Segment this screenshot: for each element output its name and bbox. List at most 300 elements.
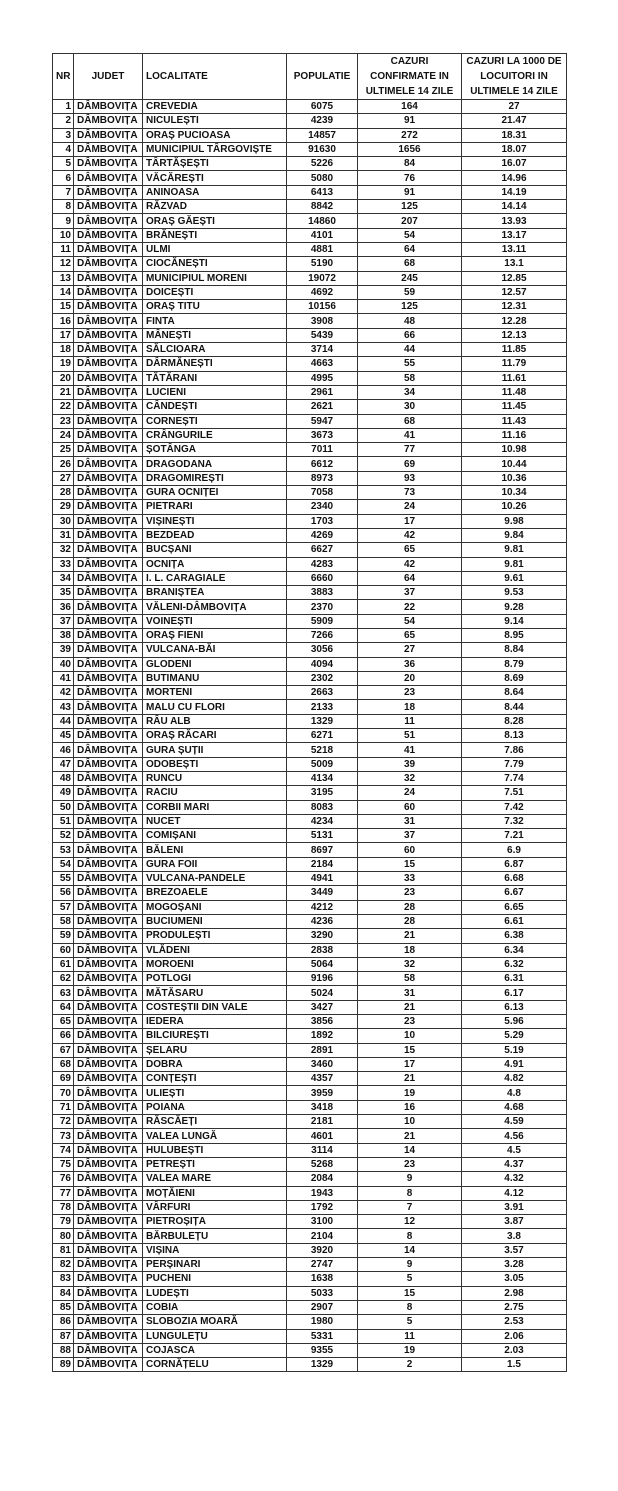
cell-rata: 9.98 xyxy=(462,514,567,528)
cell-localitate: MOROENI xyxy=(143,957,287,971)
cell-rata: 11.16 xyxy=(462,428,567,442)
cell-cazuri: 10 xyxy=(358,1115,462,1129)
cell-nr: 67 xyxy=(53,1043,74,1057)
cell-judet: DÂMBOVIȚA xyxy=(74,1057,143,1071)
cell-rata: 4.82 xyxy=(462,1072,567,1086)
table-row xyxy=(53,128,567,142)
cell-localitate: VALEA MARE xyxy=(143,1172,287,1186)
cell-cazuri: 48 xyxy=(358,314,462,328)
cell-rata: 8.79 xyxy=(462,657,567,671)
cell-rata: 13.11 xyxy=(462,242,567,256)
cell-localitate: PUCHENI xyxy=(143,1272,287,1286)
cell-populatie: 9196 xyxy=(287,972,358,986)
cell-populatie: 5331 xyxy=(287,1329,358,1343)
cell-nr: 32 xyxy=(53,543,74,557)
cell-populatie: 2838 xyxy=(287,943,358,957)
cell-localitate: MALU CU FLORI xyxy=(143,700,287,714)
table-row xyxy=(53,1329,567,1343)
table-row xyxy=(53,1286,567,1300)
table-row xyxy=(53,957,567,971)
cases-table-sheet xyxy=(52,53,566,1372)
table-row xyxy=(53,729,567,743)
cell-judet: DÂMBOVIȚA xyxy=(74,1343,143,1357)
cell-localitate: VĂLENI-DÂMBOVIȚA xyxy=(143,600,287,614)
cell-cazuri: 51 xyxy=(358,729,462,743)
cell-populatie: 3114 xyxy=(287,1143,358,1157)
cell-judet: DÂMBOVIȚA xyxy=(74,557,143,571)
cell-judet: DÂMBOVIȚA xyxy=(74,1243,143,1257)
cell-populatie: 1943 xyxy=(287,1186,358,1200)
cell-cazuri: 33 xyxy=(358,872,462,886)
cell-rata: 8.13 xyxy=(462,729,567,743)
cell-judet: DÂMBOVIȚA xyxy=(74,385,143,399)
cell-cazuri: 21 xyxy=(358,1072,462,1086)
cell-judet: DÂMBOVIȚA xyxy=(74,1115,143,1129)
cell-cazuri: 36 xyxy=(358,657,462,671)
cell-populatie: 2340 xyxy=(287,500,358,514)
table-row xyxy=(53,843,567,857)
cell-rata: 2.75 xyxy=(462,1300,567,1314)
cell-rata: 11.43 xyxy=(462,414,567,428)
cell-rata: 21.47 xyxy=(462,114,567,128)
cell-rata: 2.03 xyxy=(462,1343,567,1357)
cell-cazuri: 17 xyxy=(358,514,462,528)
cell-rata: 6.17 xyxy=(462,986,567,1000)
cell-cazuri: 125 xyxy=(358,200,462,214)
cell-rata: 18.31 xyxy=(462,128,567,142)
cell-nr: 52 xyxy=(53,829,74,843)
cell-populatie: 5947 xyxy=(287,414,358,428)
cell-cazuri: 42 xyxy=(358,528,462,542)
cell-nr: 14 xyxy=(53,285,74,299)
table-row xyxy=(53,1172,567,1186)
cell-localitate: VALEA LUNGĂ xyxy=(143,1129,287,1143)
table-row xyxy=(53,1000,567,1014)
cell-rata: 6.9 xyxy=(462,843,567,857)
cell-judet: DÂMBOVIȚA xyxy=(74,486,143,500)
cell-cazuri: 23 xyxy=(358,686,462,700)
cell-localitate: FINTA xyxy=(143,314,287,328)
cell-judet: DÂMBOVIȚA xyxy=(74,1072,143,1086)
cell-cazuri: 58 xyxy=(358,371,462,385)
cell-rata: 8.69 xyxy=(462,671,567,685)
cell-rata: 9.81 xyxy=(462,543,567,557)
cell-nr: 35 xyxy=(53,586,74,600)
cell-judet: DÂMBOVIȚA xyxy=(74,729,143,743)
cell-cazuri: 5 xyxy=(358,1315,462,1329)
cell-cazuri: 37 xyxy=(358,586,462,600)
cell-cazuri: 68 xyxy=(358,257,462,271)
cell-populatie: 3714 xyxy=(287,343,358,357)
table-row xyxy=(53,1015,567,1029)
cell-populatie: 4692 xyxy=(287,285,358,299)
cell-localitate: NICULEȘTI xyxy=(143,114,287,128)
cell-localitate: RĂZVAD xyxy=(143,200,287,214)
cell-cazuri: 16 xyxy=(358,1100,462,1114)
table-row xyxy=(53,786,567,800)
cell-rata: 14.19 xyxy=(462,185,567,199)
cell-localitate: ORAȘ TITU xyxy=(143,300,287,314)
cell-localitate: CIOCĂNEȘTI xyxy=(143,257,287,271)
cell-localitate: PETREȘTI xyxy=(143,1157,287,1171)
cell-judet: DÂMBOVIȚA xyxy=(74,914,143,928)
cell-cazuri: 21 xyxy=(358,1000,462,1014)
cell-populatie: 4995 xyxy=(287,371,358,385)
table-row xyxy=(53,171,567,185)
cell-nr: 33 xyxy=(53,557,74,571)
cell-nr: 22 xyxy=(53,400,74,414)
table-row xyxy=(53,714,567,728)
table-row xyxy=(53,400,567,414)
table-row xyxy=(53,1129,567,1143)
cell-nr: 46 xyxy=(53,743,74,757)
cell-populatie: 4283 xyxy=(287,557,358,571)
cell-populatie: 5190 xyxy=(287,257,358,271)
cell-cazuri: 60 xyxy=(358,843,462,857)
cell-cazuri: 32 xyxy=(358,771,462,785)
cell-localitate: ORAȘ GĂEȘTI xyxy=(143,214,287,228)
cell-judet: DÂMBOVIȚA xyxy=(74,628,143,642)
cell-localitate: BILCIUREȘTI xyxy=(143,1029,287,1043)
table-row xyxy=(53,486,567,500)
table-row xyxy=(53,671,567,685)
table-row xyxy=(53,757,567,771)
cell-judet: DÂMBOVIȚA xyxy=(74,657,143,671)
cell-localitate: DOICEȘTI xyxy=(143,285,287,299)
cell-cazuri: 34 xyxy=(358,385,462,399)
cell-populatie: 3427 xyxy=(287,1000,358,1014)
cell-populatie: 5131 xyxy=(287,829,358,843)
cell-cazuri: 31 xyxy=(358,986,462,1000)
cell-nr: 54 xyxy=(53,857,74,871)
cell-rata: 8.84 xyxy=(462,643,567,657)
cell-rata: 7.86 xyxy=(462,743,567,757)
cell-nr: 16 xyxy=(53,314,74,328)
cell-populatie: 6627 xyxy=(287,543,358,557)
cell-cazuri: 64 xyxy=(358,571,462,585)
cell-cazuri: 164 xyxy=(358,100,462,114)
cell-localitate: PRODULEȘTI xyxy=(143,929,287,943)
cell-judet: DÂMBOVIȚA xyxy=(74,957,143,971)
table-row xyxy=(53,600,567,614)
table-row xyxy=(53,1186,567,1200)
table-row xyxy=(53,700,567,714)
cell-rata: 6.68 xyxy=(462,872,567,886)
cell-rata: 6.32 xyxy=(462,957,567,971)
cell-nr: 85 xyxy=(53,1300,74,1314)
table-row xyxy=(53,972,567,986)
cell-populatie: 3195 xyxy=(287,786,358,800)
cell-cazuri: 11 xyxy=(358,714,462,728)
cell-nr: 60 xyxy=(53,943,74,957)
cell-populatie: 8973 xyxy=(287,471,358,485)
cell-cazuri: 65 xyxy=(358,628,462,642)
cell-nr: 57 xyxy=(53,900,74,914)
cell-nr: 43 xyxy=(53,700,74,714)
cell-populatie: 1792 xyxy=(287,1200,358,1214)
cell-localitate: PIETROȘIȚA xyxy=(143,1215,287,1229)
cell-populatie: 1703 xyxy=(287,514,358,528)
cell-rata: 12.31 xyxy=(462,300,567,314)
cell-judet: DÂMBOVIȚA xyxy=(74,343,143,357)
cell-nr: 34 xyxy=(53,571,74,585)
cell-populatie: 4601 xyxy=(287,1129,358,1143)
cell-cazuri: 91 xyxy=(358,185,462,199)
cell-rata: 14.14 xyxy=(462,200,567,214)
cell-nr: 48 xyxy=(53,771,74,785)
cell-rata: 6.13 xyxy=(462,1000,567,1014)
table-row xyxy=(53,1143,567,1157)
cell-localitate: SLOBOZIA MOARĂ xyxy=(143,1315,287,1329)
cell-rata: 10.26 xyxy=(462,500,567,514)
cell-cazuri: 14 xyxy=(358,1243,462,1257)
cell-localitate: BĂRBULEȚU xyxy=(143,1229,287,1243)
table-row xyxy=(53,800,567,814)
table-row xyxy=(53,314,567,328)
cell-nr: 75 xyxy=(53,1157,74,1171)
cell-judet: DÂMBOVIȚA xyxy=(74,257,143,271)
cell-rata: 2.98 xyxy=(462,1286,567,1300)
cell-judet: DÂMBOVIȚA xyxy=(74,1100,143,1114)
cell-localitate: COSTEȘTII DIN VALE xyxy=(143,1000,287,1014)
cell-judet: DÂMBOVIȚA xyxy=(74,1329,143,1343)
cell-localitate: BĂLENI xyxy=(143,843,287,857)
table-row xyxy=(53,1358,567,1372)
cell-judet: DÂMBOVIȚA xyxy=(74,1315,143,1329)
cell-nr: 76 xyxy=(53,1172,74,1186)
cell-cazuri: 125 xyxy=(358,300,462,314)
cell-nr: 36 xyxy=(53,600,74,614)
cell-rata: 7.42 xyxy=(462,800,567,814)
cell-judet: DÂMBOVIȚA xyxy=(74,428,143,442)
table-row xyxy=(53,214,567,228)
cell-judet: DÂMBOVIȚA xyxy=(74,171,143,185)
cell-rata: 10.36 xyxy=(462,471,567,485)
cell-judet: DÂMBOVIȚA xyxy=(74,700,143,714)
cell-cazuri: 12 xyxy=(358,1215,462,1229)
cell-cazuri: 76 xyxy=(358,171,462,185)
cell-populatie: 2961 xyxy=(287,385,358,399)
table-row xyxy=(53,1086,567,1100)
cell-nr: 82 xyxy=(53,1258,74,1272)
cell-populatie: 14860 xyxy=(287,214,358,228)
cell-nr: 47 xyxy=(53,757,74,771)
cell-rata: 27 xyxy=(462,100,567,114)
cell-nr: 83 xyxy=(53,1272,74,1286)
cell-populatie: 2302 xyxy=(287,671,358,685)
table-row xyxy=(53,686,567,700)
cell-populatie: 6413 xyxy=(287,185,358,199)
cell-populatie: 5024 xyxy=(287,986,358,1000)
cell-cazuri: 27 xyxy=(358,643,462,657)
cell-populatie: 5009 xyxy=(287,757,358,771)
cell-nr: 8 xyxy=(53,200,74,214)
cell-nr: 89 xyxy=(53,1358,74,1372)
cell-localitate: CREVEDIA xyxy=(143,100,287,114)
cell-cazuri: 37 xyxy=(358,829,462,843)
cell-cazuri: 8 xyxy=(358,1186,462,1200)
cell-populatie: 4212 xyxy=(287,900,358,914)
cell-nr: 26 xyxy=(53,457,74,471)
cell-rata: 5.19 xyxy=(462,1043,567,1057)
cell-rata: 9.14 xyxy=(462,614,567,628)
cell-populatie: 4234 xyxy=(287,814,358,828)
cell-localitate: ORAȘ RĂCARI xyxy=(143,729,287,743)
cell-judet: DÂMBOVIȚA xyxy=(74,843,143,857)
table-row xyxy=(53,200,567,214)
header-row xyxy=(53,54,567,100)
cell-nr: 11 xyxy=(53,242,74,256)
cell-cazuri: 59 xyxy=(358,285,462,299)
cell-localitate: COJASCA xyxy=(143,1343,287,1357)
cell-populatie: 2907 xyxy=(287,1300,358,1314)
cell-judet: DÂMBOVIȚA xyxy=(74,786,143,800)
cell-localitate: RÂU ALB xyxy=(143,714,287,728)
table-row xyxy=(53,457,567,471)
table-row xyxy=(53,357,567,371)
cell-nr: 70 xyxy=(53,1086,74,1100)
cell-localitate: VULCANA-BĂI xyxy=(143,643,287,657)
cell-judet: DÂMBOVIȚA xyxy=(74,1286,143,1300)
cell-judet: DÂMBOVIȚA xyxy=(74,142,143,156)
cell-populatie: 7058 xyxy=(287,486,358,500)
cell-judet: DÂMBOVIȚA xyxy=(74,314,143,328)
cell-judet: DÂMBOVIȚA xyxy=(74,457,143,471)
cell-populatie: 3883 xyxy=(287,586,358,600)
cell-populatie: 5033 xyxy=(287,1286,358,1300)
cell-judet: DÂMBOVIȚA xyxy=(74,814,143,828)
table-header xyxy=(53,54,567,100)
cell-localitate: BREZOAELE xyxy=(143,886,287,900)
cell-cazuri: 5 xyxy=(358,1272,462,1286)
cell-nr: 53 xyxy=(53,843,74,857)
cell-rata: 8.95 xyxy=(462,628,567,642)
cell-populatie: 2747 xyxy=(287,1258,358,1272)
cell-judet: DÂMBOVIȚA xyxy=(74,886,143,900)
table-row xyxy=(53,814,567,828)
cell-populatie: 3920 xyxy=(287,1243,358,1257)
cell-rata: 5.29 xyxy=(462,1029,567,1043)
cell-populatie: 9355 xyxy=(287,1343,358,1357)
cell-rata: 6.31 xyxy=(462,972,567,986)
table-row xyxy=(53,1243,567,1257)
cell-rata: 11.85 xyxy=(462,343,567,357)
cell-cazuri: 9 xyxy=(358,1172,462,1186)
cell-populatie: 14857 xyxy=(287,128,358,142)
cell-populatie: 4094 xyxy=(287,657,358,671)
cell-nr: 18 xyxy=(53,343,74,357)
cell-rata: 3.91 xyxy=(462,1200,567,1214)
cell-nr: 30 xyxy=(53,514,74,528)
cell-rata: 4.68 xyxy=(462,1100,567,1114)
cell-populatie: 5439 xyxy=(287,328,358,342)
cell-localitate: CORNĂȚELU xyxy=(143,1358,287,1372)
cell-populatie: 2084 xyxy=(287,1172,358,1186)
cell-rata: 9.61 xyxy=(462,571,567,585)
cell-nr: 6 xyxy=(53,171,74,185)
cell-nr: 5 xyxy=(53,157,74,171)
table-row xyxy=(53,543,567,557)
cell-judet: DÂMBOVIȚA xyxy=(74,800,143,814)
cell-populatie: 3449 xyxy=(287,886,358,900)
cell-rata: 10.44 xyxy=(462,457,567,471)
cell-rata: 4.56 xyxy=(462,1129,567,1143)
cell-localitate: BEZDEAD xyxy=(143,528,287,542)
cell-rata: 12.57 xyxy=(462,285,567,299)
cell-nr: 66 xyxy=(53,1029,74,1043)
table-row xyxy=(53,914,567,928)
cell-rata: 2.53 xyxy=(462,1315,567,1329)
cell-populatie: 2104 xyxy=(287,1229,358,1243)
cell-rata: 7.79 xyxy=(462,757,567,771)
cell-cazuri: 20 xyxy=(358,671,462,685)
cell-judet: DÂMBOVIȚA xyxy=(74,100,143,114)
cell-populatie: 8842 xyxy=(287,200,358,214)
cell-populatie: 91630 xyxy=(287,142,358,156)
cell-cazuri: 69 xyxy=(358,457,462,471)
cell-populatie: 8083 xyxy=(287,800,358,814)
cell-populatie: 2181 xyxy=(287,1115,358,1129)
cell-populatie: 4134 xyxy=(287,771,358,785)
cell-rata: 4.91 xyxy=(462,1057,567,1071)
cell-localitate: ULMI xyxy=(143,242,287,256)
cell-cazuri: 19 xyxy=(358,1086,462,1100)
table-row xyxy=(53,628,567,642)
cell-populatie: 1980 xyxy=(287,1315,358,1329)
cell-localitate: CÂNDEȘTI xyxy=(143,400,287,414)
cell-cazuri: 18 xyxy=(358,943,462,957)
cell-localitate: LUCIENI xyxy=(143,385,287,399)
cell-nr: 25 xyxy=(53,443,74,457)
cell-populatie: 2133 xyxy=(287,700,358,714)
cell-judet: DÂMBOVIȚA xyxy=(74,1043,143,1057)
cell-nr: 49 xyxy=(53,786,74,800)
cell-localitate: BUCȘANI xyxy=(143,543,287,557)
cell-judet: DÂMBOVIȚA xyxy=(74,1157,143,1171)
cell-populatie: 4236 xyxy=(287,914,358,928)
cell-rata: 11.61 xyxy=(462,371,567,385)
cell-localitate: POIANA xyxy=(143,1100,287,1114)
cell-cazuri: 28 xyxy=(358,900,462,914)
cell-nr: 71 xyxy=(53,1100,74,1114)
cell-localitate: VULCANA-PANDELE xyxy=(143,872,287,886)
cell-cazuri: 23 xyxy=(358,886,462,900)
table-row xyxy=(53,242,567,256)
cell-judet: DÂMBOVIȚA xyxy=(74,586,143,600)
cell-cazuri: 19 xyxy=(358,1343,462,1357)
header-rata: CAZURI LA 1000 DE LOCUITORI IN ULTIMELE 14 ZILE xyxy=(462,54,567,100)
cell-nr: 39 xyxy=(53,643,74,657)
cell-cazuri: 39 xyxy=(358,757,462,771)
cell-populatie: 2663 xyxy=(287,686,358,700)
cell-populatie: 3100 xyxy=(287,1215,358,1229)
cell-rata: 16.07 xyxy=(462,157,567,171)
cell-populatie: 2621 xyxy=(287,400,358,414)
cell-rata: 13.93 xyxy=(462,214,567,228)
cell-cazuri: 14 xyxy=(358,1143,462,1157)
cell-cazuri: 44 xyxy=(358,343,462,357)
cell-nr: 58 xyxy=(53,914,74,928)
cell-localitate: CORNEȘTI xyxy=(143,414,287,428)
cell-nr: 42 xyxy=(53,686,74,700)
cell-nr: 80 xyxy=(53,1229,74,1243)
cell-judet: DÂMBOVIȚA xyxy=(74,400,143,414)
cell-populatie: 2184 xyxy=(287,857,358,871)
cell-nr: 61 xyxy=(53,957,74,971)
cell-rata: 18.07 xyxy=(462,142,567,156)
cell-cazuri: 9 xyxy=(358,1258,462,1272)
cell-rata: 6.61 xyxy=(462,914,567,928)
